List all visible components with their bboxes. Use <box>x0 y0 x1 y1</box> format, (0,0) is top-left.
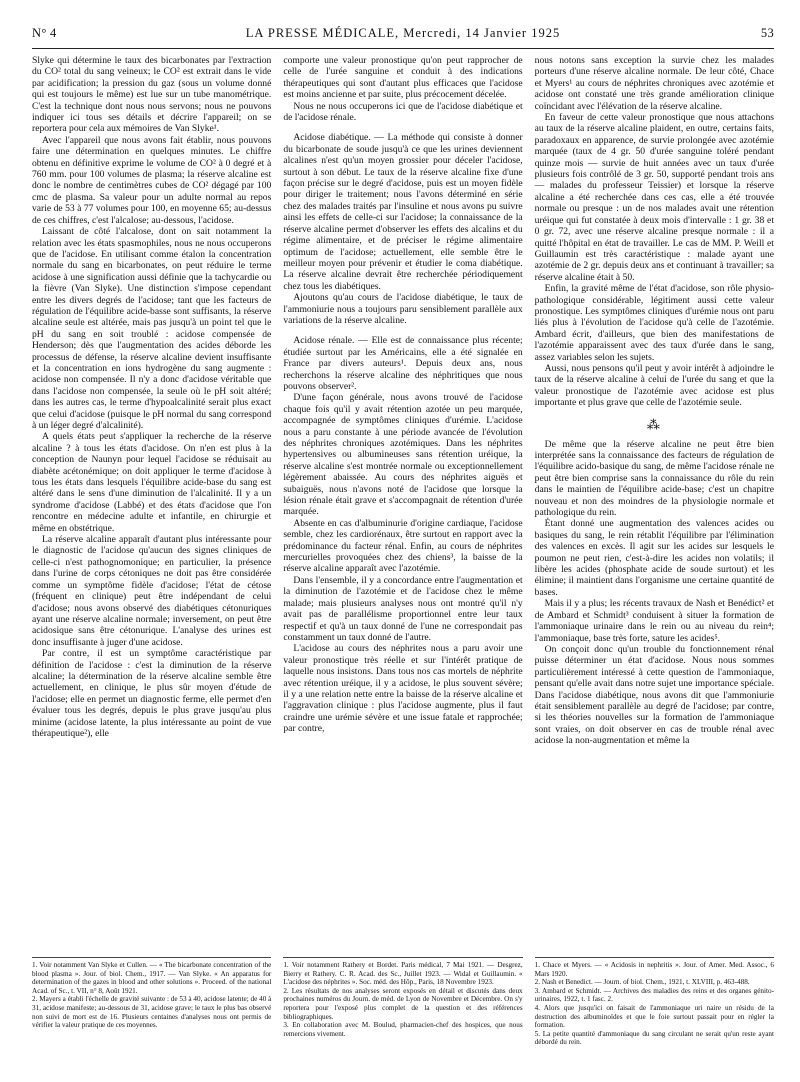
paragraph: La réserve alcaline apparaît d'autant plus intéressante pour le diagnostic de l'acidose qu'aucun des signes cliniques de celle-ci n'est pathognomonique; en particulier, la présence dans l'urine de corps cétoniques ne doit pas être considérée comme un symptôme fidèle d'acidose; l'état de cétose (fréquent en clinique) peut être indépendant de celui d'acidose; nous avons observé des diabétiques cétonuriques ayant une réserve alcaline normale; inversement, on peut être acidosique sans être cétonurique. L'analyse des urines est donc insuffisante à juger d'une acidose. <box>32 534 272 648</box>
header-rule <box>32 48 774 49</box>
column-2 <box>283 55 523 1038</box>
paragraph: Enfin, la gravité même de l'état d'acidose, son rôle physio-pathologique considérable, légitiment aussi cette valeur pronostique. Les symptômes cliniques d'urémie nous ont paru liés plus à l'évolution de l'acidose qu'à celle de l'azotémie. Ambard écrit, d'ailleurs, que bien des manifestations de l'azotémie apparaissent avec des taux d'urée dans le sang, assez variables selon les sujets. <box>534 283 774 363</box>
section-acidose-diabetique: Acidose diabétique. — La méthode qui consiste à donner du bicarbonate de soude jusqu'à ce que les urines deviennent alcalines n'est qu'un moyen grossier pour déceler l'acidose, surtout à son début. Le taux de la réserve alcaline fixe d'une façon précise sur le degré d'acidose, puis est un moyen fidèle pour diriger le traitement; nous l'avons déterminé en série chez des malades traités par l'insuline et nous avons pu suivre ainsi les effets de celle-ci sur l'acidose; la connaissance de la réserve alcaline permet d'observer les effets des alcalins et du régime alimentaire, et de préciser le régime alimentaire optimum de l'acidose; actuellement, elle semble être le meilleur moyen pour prévenir et étudier le coma diabétique. La réserve alcaline devrait être recherchée périodiquement chez tous les diabétiques. <box>283 132 523 292</box>
paragraph: A quels états peut s'appliquer la recherche de la réserve alcaline ? à tous les états d'acidose. On n'en est plus à la conception de Naunyn pour lequel l'acidose se réduisait au diabète acétonémique; on doit appliquer le terme d'acidose à tous les états dans lesquels l'équilibre acide-base du sang est altéré dans le sens d'une diminution de l'alcalinité. Il y a un syndrome d'acidose (Labbé) et des états d'acidose que l'on rencontre en médecine adulte et infantile, en chirurgie et même en obstétrique. <box>32 431 272 534</box>
footnote: 2. Nash et Benedict. — Journ. of biol. Chem., 1921, t. XLVIII, p. 463-488. <box>534 978 750 987</box>
paragraph: Laissant de côté l'alcalose, dont on sait notamment la relation avec les états spasmophiles, nous ne nous occuperons que de l'acidose. En utilisant comme étalon la concentration normale du sang en bicarbonates, on peut réduire le terme acidose à une signification aussi définie que la tachycardie ou la fièvre (Van Slyke). Une distinction s'impose cependant entre les divers degrés de l'acidose; tant que les facteurs de régulation de l'équilibre acide-basse sont suffisants, la réserve alcaline seule est altérée, mais pas jusqu'à un point tel que le pH du sang en soit troublé : acidose compensée de Henderson; dès que l'augmentation des acides déborde les processus de défense, la réserve alcaline devient insuffisante et la concentration en ions hydrogène du sang augmente : acidose non compensée. Il n'y a donc d'acidose véritable que dans l'acidose non compensée, la seule où le pH soit altéré; dans les autres cas, le terme d'hypoalcalinité serait plus exact que celui d'acidose (puisque le pH normal du sang correspond à un léger degré d'alcalinité). <box>32 226 272 431</box>
paragraph: Absente en cas d'albuminurie d'origine cardiaque, l'acidose semble, chez les cardiorénaux, être surtout en rapport avec la prédominance du facteur rénal. Enfin, au cours de néphrites mercurielles provoquées chez des chiens³, la baisse de la réserve alcaline apparaît avec l'azotémie. <box>283 517 523 575</box>
section-acidose-renale: Acidose rénale. — Elle est de connaissance plus récente; étudiée surtout par les Américains, elle a été signalée en France par divers auteurs¹. Depuis deux ans, nous recherchons la réserve alcaline des néphritiques que nous pouvons observer². <box>283 335 523 392</box>
paragraph: On conçoit donc qu'un trouble du fonctionnement rénal puisse déterminer un état d'acidose. Nous nous sommes particulièrement intéressé à cette question de l'ammoniaque, pensant qu'elle avait dans notre sujet une importance spéciale. Dans l'acidose diabétique, nous avons dit que l'ammoniurie était sensiblement parallèle au degré de l'acidose; par contre, si les théories nouvelles sur la formation de l'ammoniaque sont vraies, on doit observer en cas de trouble rénal avec acidose la non-augmentation et même la <box>534 643 774 747</box>
footnote: 5. La petite quantité d'ammoniaque du sang circulant ne serait qu'un reste ayant débordé du rein. <box>534 1029 774 1047</box>
section-separator-asterism: ⁂ <box>646 416 662 432</box>
paragraph: Nous ne nous occuperons ici que de l'acidose diabétique et de l'acidose rénale. <box>283 100 523 124</box>
column-1-footnotes <box>32 957 272 1030</box>
footnote: 2. Mayers a établi l'échelle de gravité suivante : de 53 à 40, acidose latente; de 40 à 31, acidose manifeste; au-dessous de 31, acidose grave; le taux le plus bas observé non suivi de mort est de 16. Plusieurs centaines d'analyses nous ont permis de vérifier la valeur pratique de ces moyennes. <box>32 995 272 1030</box>
paragraph: D'une façon générale, nous avons trouvé de l'acidose chaque fois qu'il y avait rétention azotée un peu marquée, accompagnée de symptômes cliniques d'urémie. L'acidose nous a paru constante à une période avancée de l'évolution des néphrites chroniques azotémiques. Dans les néphrites hypertensives ou albumineuses sans rétention uréique, la réserve alcaline s'est montrée normale ou exceptionnellement légèrement abaissée. Au cours des néphrites aiguës et subaiguës, nous n'avons noté de l'acidose que lorsque la lésion rénale était grave et s'accompagnait de rétention d'urée marquée. <box>283 392 523 518</box>
journal-title: LA PRESSE MÉDICALE, Mercredi, 14 Janvier 1925 <box>245 26 561 40</box>
paragraph: Aussi, nous pensons qu'il peut y avoir intérêt à adjoindre le taux de la réserve alcaline à celui de l'urée du sang et que la valeur pronostique de l'azotémie avec acidose est plus importante et plus grave que celle de l'azotémie seule. <box>534 362 774 409</box>
issue-number: N° 4 <box>32 26 57 40</box>
footnote: 3. Ambard et Schmidt. — Archives des maladies des reins et des organes génito-urinaires, 1922, t. 1 fasc. 2. <box>534 986 774 1004</box>
column-2-body <box>283 55 522 961</box>
paragraph: nous notons sans exception la survie chez les malades porteurs d'une réserve alcaline normale. De leur côté, Chace et Myers¹ au cours de néphrites chroniques avec azotémie et acidose ont constaté une très grande amélioration clinique coïncidant avec l'élévation de la réserve alcaline. <box>534 55 774 112</box>
paragraph: L'acidose au cours des néphrites nous a paru avoir une valeur pronostique très réelle et sur l'intérêt pratique de laquelle nous insistons. Dans tous nos cas mortels de néphrite avec rétention uréique, il y a acidose, le plus souvent sévère; il y a une relation nette entre la baisse de la réserve alcaline et l'aggravation clinique : plus l'acidose augmente, plus il faut craindre une urémie sévère et une issue fatale et rapprochée; par contre, <box>283 643 523 735</box>
column-3-footnotes <box>534 957 774 1047</box>
paragraph: Avec l'appareil que nous avons fait établir, nous pouvons faire une détermination en quelques minutes. Le chiffre obtenu en définitive exprime le volume de CO² à 0 degré et à 760 mm. pour 100 volumes de plasma; la réserve alcaline est donc le nombre de centimètres cubes de CO² dégagé par 100 cmc de plasma. Sa valeur pour un adulte normal au repos varie de 53 à 77 volumes pour 100, en moyenne 65; au-dessus de ces chiffres, c'est l'alcalose; au-dessous, l'acidose. <box>32 134 272 226</box>
page-number: 53 <box>760 26 774 40</box>
footnote: 1. Chace et Myers. — « Acidosis in nephritis ». Jour. of Amer. Med. Assoc., 6 Mars 1920. <box>534 961 774 978</box>
paragraph: Par contre, il est un symptôme caractéristique par définition de l'acidose : c'est la diminution de la réserve alcaline; la détermination de la réserve alcaline semble être actuellement, en clinique, le plus sûr moyen d'étude de l'acidose; elle en permet un diagnostic ferme, elle permet d'en évaluer tous les degrés, depuis le plus grave jusqu'au plus minime (acidose latente, la plus intéressante au point de vue thérapeutique²), elle <box>32 648 272 739</box>
footnote: 4. Alors que jusqu'ici on faisait de l'ammoniaque uri naire un résidu de la destruction des albuminoïdes et que le foie surtout passait pour en régler la formation. <box>534 1003 774 1030</box>
paragraph: Étant donné une augmentation des valences acides ou basiques du sang, le rein rétablit l'équilibre par l'élimination des valences en excès. Il agit sur les acides sur lesquels le poumon ne peut rien, c'est-à-dire les acides non volatils; il libère les acides (phosphate acide de soude surtout) et les élimine; il maintient dans l'organisme une certaine quantité de bases. <box>534 518 774 598</box>
paragraph: De même que la réserve alcaline ne peut être bien interprétée sans la connaissance des facteurs de régulation de l'équilibre acido-basique du sang, de même l'acidose rénale ne peut être bien comprise sans la connaissance du rôle du rein dans le maintien de l'équilibre acide-base; c'est un chapitre nouveau et non des moindres de la physiologie normale et pathologique du rein. <box>534 438 774 519</box>
paragraph: Ajoutons qu'au cours de l'acidose diabétique, le taux de l'ammoniurie nous a toujours paru sensiblement parallèle aux variations de la réserve alcaline. <box>283 292 523 326</box>
column-2-footnotes <box>283 957 523 1038</box>
footnote: 1. Voir notamment Rathery et Bordet. Paris médical, 7 Mai 1921. — Desgrez, Bierry et Rathery. C. R. Acad. des Sc., Juillet 1923. — Widal et Guillaumin. « L'acidose des néphrites ». Soc. méd. des Hôp., Paris, 18 Novembre 1923. <box>283 961 523 987</box>
running-header <box>32 26 774 44</box>
column-1-body <box>32 55 271 961</box>
paragraph: comporte une valeur pronostique qu'on peut rapprocher de celle de l'urée sanguine et conduit à des indications thérapeutiques qui sont d'autant plus efficaces que l'acidose est moins ancienne et par suite, plus précocement décelée. <box>283 55 523 101</box>
text-columns <box>32 55 774 1047</box>
paragraph: Mais il y a plus; les récents travaux de Nash et Benédict² et de Ambard et Schmidt³ conduisent à situer la formation de l'ammoniaque urinaire dans le rein ou au niveau du rein⁴; l'ammoniaque, base très forte, sature les acides⁵. <box>534 598 774 644</box>
footnote: 1. Voir notamment Van Slyke et Cullen. — « The bicarbonate concentration of the blood plasma ». Jour. of biol. Chem., 1917. — Van Slyke. « An apparatus for determination of the gazes in blood and other solutions ». Proceed. of the national Acad. of Sc., t. VII, n° 8, Août 1921. <box>32 961 272 995</box>
paragraph: Dans l'ensemble, il y a concordance entre l'augmentation et la diminution de l'azotémie et de l'acidose chez le même malade; mais plusieurs analyses nous ont montré qu'il n'y avait pas de parallélisme proportionnel entre leur taux respectif et qu'à un taux donné de l'une ne correspondait pas constamment un taux donné de l'autre. <box>283 574 523 643</box>
paragraph: En faveur de cette valeur pronostique que nous attachons au taux de la réserve alcaline plaident, en outre, certains faits, paradoxaux en apparence, de survie prolongée avec azotémie marquée (taux de 4 gr. 50 d'urée sanguine toléré pendant quinze mois — survie de huit années avec un taux d'urée plusieurs fois contrôlé de 3 gr. 50, supporté pendant trois ans — malades du professeur Teissier) et lorsque la réserve alcaline a été recherchée dans ces cas, elle a été trouvée normale ou presque : un de nos malades avait une rétention uréique qui fut constatée à deux mois d'intervalle : 1 gr. 38 et 0 gr. 72, avec une réserve alcaline presque normale : il a quitté l'hôpital en état de travailler. Le cas de MM. P. Weill et Guillaumin est très caractéristique : malade ayant une azotémie de 2 gr. depuis deux ans et continuant à travailler; sa réserve alcaline était à 50. <box>534 112 774 283</box>
column-3-body <box>535 55 774 961</box>
footnote: 2. Les résultats de nos analyses seront exposés en détail et discutés dans deux prochaines numéros du Journ. de méd. de Lyon de Novembre et Décembre. On s'y reportera pour l'exposé plus complet de la question et des références bibliographiques. <box>283 986 523 1021</box>
column-3 <box>534 55 774 1047</box>
footnote: 3. En collaboration avec M. Boulud, pharmacien-chef des hospices, que nous remercions vivement. <box>283 1021 523 1038</box>
paragraph: Slyke qui détermine le taux des bicarbonates par l'extraction du CO² total du sang veineux; le CO² est extrait dans le vide par acidification; la pression du gaz (sous un volume donné qui est toujours le même) est lue sur un tube manométrique. C'est la technique dont nous nous servons; nous ne pouvons indiquer ici tous ses détails et décrire l'appareil; on se reportera pour cela aux mémoires de Van Slyke¹. <box>32 55 272 135</box>
column-1 <box>32 55 272 1030</box>
